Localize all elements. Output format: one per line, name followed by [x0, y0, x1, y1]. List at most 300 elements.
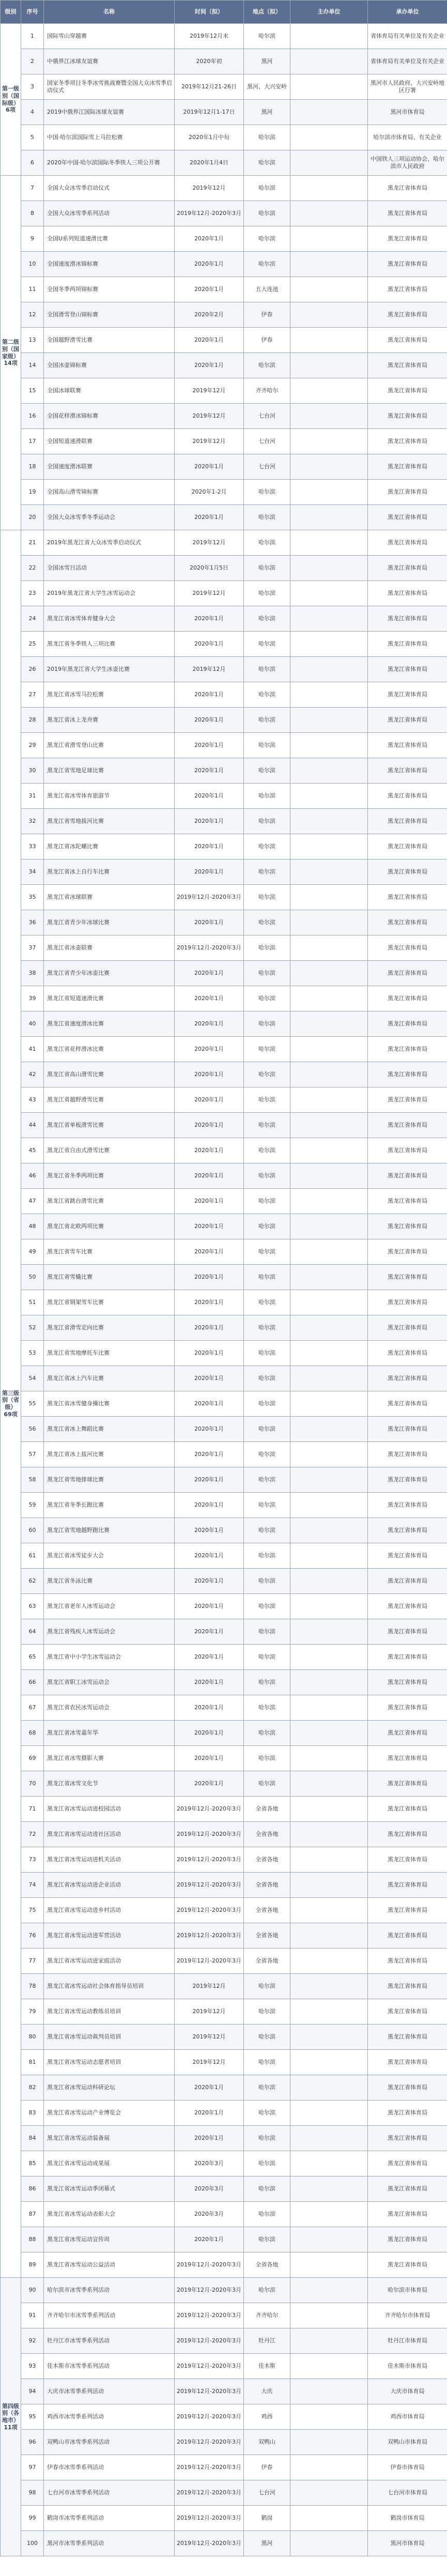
cell-name: 黑龙江省冰雪运动教练员培训	[44, 1999, 175, 2025]
cell-time: 2020年1月	[175, 1366, 244, 1391]
cell-place: 哈尔滨	[244, 1670, 290, 1695]
cell-name: 全国冬季两项锦标赛	[44, 277, 175, 302]
cell-organizer: 鸡西市体育局	[368, 2404, 447, 2430]
cell-time: 2020年2月	[175, 302, 244, 328]
cell-host	[290, 454, 368, 480]
cell-organizer: 黑河市体育局	[368, 100, 447, 125]
cell-name: 黑龙江省滑雪定向比赛	[44, 1315, 175, 1341]
table-row	[1, 1113, 447, 1138]
cell-name: 全国越野滑雪比赛	[44, 328, 175, 353]
cell-index: 86	[21, 2176, 44, 2202]
cell-name: 黑龙江省冰雪体育旅游节	[44, 784, 175, 809]
tier-label: 第四级别（各地市）11项	[1, 2278, 21, 2556]
header-organizer: 承办单位	[368, 1, 447, 24]
cell-name: 全国大众冰雪季冬季运动会	[44, 505, 175, 530]
cell-organizer: 黑龙江省体育局	[368, 1847, 447, 1873]
cell-name: 黑龙江省冰雪运动进家庭活动	[44, 1949, 175, 1974]
cell-time: 2019年12月-2020年3月	[175, 1847, 244, 1873]
cell-place: 黑河	[244, 49, 290, 74]
table-row	[1, 2227, 447, 2252]
cell-place: 哈尔滨	[244, 1011, 290, 1037]
table-row	[1, 1214, 447, 1239]
cell-name: 黑龙江省冰雪运动进企业活动	[44, 1873, 175, 1898]
table-row	[1, 404, 447, 429]
cell-name: 全国冰球联赛	[44, 378, 175, 404]
cell-place: 全省各地	[244, 1797, 290, 1822]
cell-name: 鹤岗市冰雪季系列活动	[44, 2506, 175, 2531]
cell-host	[290, 74, 368, 100]
cell-time: 2020年初	[175, 49, 244, 74]
cell-time: 2020年1-2月	[175, 480, 244, 505]
cell-host	[290, 1341, 368, 1366]
cell-time: 2020年1月	[175, 277, 244, 302]
cell-organizer: 黑龙江省体育局	[368, 733, 447, 758]
cell-organizer: 中国铁人三项运动协会、哈尔滨市人民政府	[368, 150, 447, 176]
cell-time: 2019年12月-2020年3月	[175, 2303, 244, 2328]
cell-index: 99	[21, 2506, 44, 2531]
cell-host	[290, 1949, 368, 1974]
cell-name: 黑龙江省雪地排球比赛	[44, 1467, 175, 1493]
cell-organizer: 黑龙江省体育局	[368, 1569, 447, 1594]
cell-place: 全省各地	[244, 1923, 290, 1949]
table-row	[1, 1771, 447, 1797]
table-row	[1, 986, 447, 1011]
cell-organizer: 黑龙江省体育局	[368, 708, 447, 733]
cell-index: 13	[21, 328, 44, 353]
cell-name: 黑龙江省冰雪运动宣传周	[44, 2227, 175, 2252]
cell-index: 60	[21, 1518, 44, 1543]
cell-time: 2020年1月	[175, 1138, 244, 1163]
cell-host	[290, 1543, 368, 1569]
table-row	[1, 2126, 447, 2151]
cell-index: 90	[21, 2278, 44, 2303]
cell-name: 全国短道速滑联赛	[44, 429, 175, 454]
cell-place: 哈尔滨	[244, 784, 290, 809]
cell-place: 哈尔滨	[244, 2050, 290, 2075]
cell-organizer: 黑龙江省体育局	[368, 1341, 447, 1366]
cell-name: 黑龙江省冰雪运动进军营活动	[44, 1923, 175, 1949]
cell-time: 2020年1月4日	[175, 150, 244, 176]
cell-host	[290, 682, 368, 708]
cell-place: 哈尔滨	[244, 1189, 290, 1214]
cell-time: 2019年12月	[175, 2050, 244, 2075]
cell-place: 哈尔滨	[244, 1341, 290, 1366]
cell-organizer: 黑河市体育局	[368, 2531, 447, 2556]
cell-time: 2019年12月-2020年3月	[175, 1822, 244, 1847]
cell-place: 哈尔滨	[244, 606, 290, 632]
cell-host	[290, 1138, 368, 1163]
cell-name: 全国滑雪登山锦标赛	[44, 302, 175, 328]
cell-place: 伊春	[244, 328, 290, 353]
cell-time: 2020年1月	[175, 1239, 244, 1265]
cell-place: 哈尔滨	[244, 226, 290, 252]
cell-host	[290, 404, 368, 429]
cell-index: 81	[21, 2050, 44, 2075]
cell-organizer: 黑龙江省体育局	[368, 1442, 447, 1467]
cell-organizer: 黑龙江省体育局	[368, 2050, 447, 2075]
cell-index: 57	[21, 1442, 44, 1467]
cell-place: 哈尔滨	[244, 1138, 290, 1163]
cell-place: 全省各地	[244, 1847, 290, 1873]
cell-host	[290, 1670, 368, 1695]
cell-organizer: 黑龙江省体育局	[368, 1087, 447, 1113]
table-row	[1, 1290, 447, 1315]
table-row	[1, 1645, 447, 1670]
cell-host	[290, 125, 368, 150]
cell-time: 2020年1月	[175, 682, 244, 708]
table-row	[1, 784, 447, 809]
cell-organizer: 黑龙江省体育局	[368, 860, 447, 885]
cell-index: 44	[21, 1113, 44, 1138]
cell-place: 哈尔滨	[244, 1543, 290, 1569]
table-row	[1, 429, 447, 454]
cell-organizer: 黑龙江省体育局	[368, 1518, 447, 1543]
table-row	[1, 1442, 447, 1467]
cell-index: 64	[21, 1619, 44, 1645]
cell-index: 16	[21, 404, 44, 429]
cell-name: 黑龙江省冰上拔河比赛	[44, 1442, 175, 1467]
table-row	[1, 2430, 447, 2455]
cell-host	[290, 1113, 368, 1138]
table-row	[1, 1746, 447, 1771]
cell-place: 哈尔滨	[244, 1467, 290, 1493]
cell-index: 20	[21, 505, 44, 530]
cell-host	[290, 2506, 368, 2531]
cell-organizer: 黑龙江省体育局	[368, 277, 447, 302]
table-row	[1, 682, 447, 708]
cell-host	[290, 733, 368, 758]
cell-organizer: 黑龙江省体育局	[368, 1999, 447, 2025]
cell-place: 哈尔滨	[244, 1037, 290, 1062]
cell-host	[290, 860, 368, 885]
cell-name: 黑龙江省冰雪马拉松赛	[44, 682, 175, 708]
cell-name: 全国冰壶锦标赛	[44, 353, 175, 378]
cell-index: 2	[21, 49, 44, 74]
cell-place: 双鸭山	[244, 2430, 290, 2455]
cell-time: 2020年1月	[175, 1594, 244, 1619]
cell-index: 92	[21, 2328, 44, 2354]
table-row	[1, 2151, 447, 2176]
cell-name: 黑龙江省雪地摩托车比赛	[44, 1341, 175, 1366]
cell-host	[290, 2025, 368, 2050]
cell-place: 哈尔滨	[244, 961, 290, 986]
header-time: 时间（拟）	[175, 1, 244, 24]
cell-host	[290, 784, 368, 809]
cell-host	[290, 2151, 368, 2176]
cell-time: 2020年1月	[175, 328, 244, 353]
cell-place: 伊春	[244, 302, 290, 328]
cell-host	[290, 2126, 368, 2151]
cell-index: 34	[21, 860, 44, 885]
cell-host	[290, 632, 368, 657]
cell-host	[290, 1721, 368, 1746]
cell-index: 66	[21, 1670, 44, 1695]
cell-host	[290, 936, 368, 961]
table-row	[1, 834, 447, 860]
cell-name: 黑龙江省高山滑雪比赛	[44, 1062, 175, 1087]
cell-organizer: 黑龙江省体育局	[368, 682, 447, 708]
cell-organizer: 黑龙江省体育局	[368, 1898, 447, 1923]
table-row	[1, 2252, 447, 2278]
cell-index: 51	[21, 1290, 44, 1315]
cell-organizer: 大庆市体育局	[368, 2379, 447, 2404]
cell-name: 伊春市冰雪季系列活动	[44, 2455, 175, 2480]
cell-place: 佳木斯	[244, 2354, 290, 2379]
cell-place: 哈尔滨	[244, 150, 290, 176]
cell-place: 哈尔滨	[244, 201, 290, 226]
table-row	[1, 1518, 447, 1543]
cell-place: 哈尔滨	[244, 1315, 290, 1341]
cell-organizer: 黑龙江省体育局	[368, 1594, 447, 1619]
cell-organizer: 黑龙江省体育局	[368, 581, 447, 606]
cell-index: 67	[21, 1695, 44, 1721]
cell-name: 黑龙江省北欧两项比赛	[44, 1214, 175, 1239]
cell-host	[290, 1771, 368, 1797]
cell-index: 11	[21, 277, 44, 302]
cell-organizer: 黑龙江省体育局	[368, 834, 447, 860]
cell-time: 2019年12月1-17日	[175, 100, 244, 125]
cell-host	[290, 252, 368, 277]
cell-time: 2019年12月	[175, 1974, 244, 1999]
cell-time: 2020年1月	[175, 1569, 244, 1594]
cell-index: 56	[21, 1417, 44, 1442]
cell-organizer: 佳木斯市体育局	[368, 2354, 447, 2379]
table-row	[1, 125, 447, 150]
cell-place: 全省各地	[244, 1822, 290, 1847]
cell-place: 哈尔滨	[244, 1062, 290, 1087]
cell-time: 2020年1月	[175, 2100, 244, 2126]
table-row	[1, 277, 447, 302]
cell-host	[290, 1037, 368, 1062]
cell-index: 71	[21, 1797, 44, 1822]
cell-organizer: 黑龙江省体育局	[368, 1062, 447, 1087]
cell-organizer: 黑龙江省体育局	[368, 226, 447, 252]
cell-index: 24	[21, 606, 44, 632]
cell-organizer: 牡丹江市体育局	[368, 2328, 447, 2354]
table-row	[1, 226, 447, 252]
cell-organizer: 黑龙江省体育局	[368, 1923, 447, 1949]
table-row	[1, 1239, 447, 1265]
table-row	[1, 74, 447, 100]
cell-organizer: 黑龙江省体育局	[368, 1189, 447, 1214]
cell-time: 2019年12月	[175, 176, 244, 201]
cell-name: 黑龙江省冰雪运动装备展	[44, 2126, 175, 2151]
cell-time: 2019年12月-2020年3月	[175, 2354, 244, 2379]
cell-index: 31	[21, 784, 44, 809]
cell-place: 七台河	[244, 2480, 290, 2506]
table-row	[1, 1949, 447, 1974]
cell-name: 黑龙江省冰雪嘉年华	[44, 1721, 175, 1746]
cell-organizer: 省体育局有关单位及有关企业	[368, 24, 447, 49]
table-row	[1, 1391, 447, 1417]
cell-index: 85	[21, 2151, 44, 2176]
cell-name: 黑龙江省冬季两项比赛	[44, 1163, 175, 1189]
cell-index: 37	[21, 936, 44, 961]
cell-index: 17	[21, 429, 44, 454]
cell-index: 52	[21, 1315, 44, 1341]
cell-index: 45	[21, 1138, 44, 1163]
cell-index: 48	[21, 1214, 44, 1239]
cell-host	[290, 2050, 368, 2075]
cell-organizer: 黑龙江省体育局	[368, 2252, 447, 2278]
table-row	[1, 176, 447, 201]
cell-place: 哈尔滨	[244, 1771, 290, 1797]
cell-place: 哈尔滨	[244, 936, 290, 961]
cell-organizer: 黑龙江省体育局	[368, 1974, 447, 1999]
cell-organizer: 黑龙江省体育局	[368, 1543, 447, 1569]
cell-index: 36	[21, 910, 44, 936]
cell-name: 黑龙江省短道速滑比赛	[44, 986, 175, 1011]
cell-time: 2020年1月	[175, 834, 244, 860]
table-row	[1, 2303, 447, 2328]
header-place: 地点（拟）	[244, 1, 290, 24]
cell-index: 74	[21, 1873, 44, 1898]
cell-name: 黑龙江省冰雪运动季闭幕式	[44, 2176, 175, 2202]
cell-organizer: 黑河市人民政府、大兴安岭地区行署	[368, 74, 447, 100]
cell-name: 黑龙江省冰雪运动成果展	[44, 2151, 175, 2176]
cell-name: 黑龙江省冰球联赛	[44, 885, 175, 910]
cell-host	[290, 328, 368, 353]
cell-name: 黑龙江省冰陀螺比赛	[44, 834, 175, 860]
cell-host	[290, 1873, 368, 1898]
cell-organizer: 黑龙江省体育局	[368, 1493, 447, 1518]
cell-organizer: 黑龙江省体育局	[368, 454, 447, 480]
cell-organizer: 黑龙江省体育局	[368, 1746, 447, 1771]
cell-name: 黑龙江省花样滑冰比赛	[44, 1037, 175, 1062]
cell-place: 哈尔滨	[244, 834, 290, 860]
table-row	[1, 1037, 447, 1062]
table-row	[1, 49, 447, 74]
cell-name: 2019年黑龙江省大学生冰壶比赛	[44, 657, 175, 682]
cell-name: 黑龙江省残疾人冰雪运动会	[44, 1619, 175, 1645]
cell-time: 2020年1月	[175, 1442, 244, 1467]
cell-name: 全国速度滑冰锦标赛	[44, 252, 175, 277]
cell-organizer: 黑龙江省体育局	[368, 1619, 447, 1645]
cell-host	[290, 2379, 368, 2404]
cell-host	[290, 986, 368, 1011]
cell-name: 黑龙江省冰雪文化节	[44, 1771, 175, 1797]
cell-index: 77	[21, 1949, 44, 1974]
cell-time: 2019年12月-2020年3月	[175, 2404, 244, 2430]
cell-organizer: 黑龙江省体育局	[368, 328, 447, 353]
cell-time: 2019年12月21-26日	[175, 74, 244, 100]
cell-organizer: 黑龙江省体育局	[368, 2100, 447, 2126]
cell-place: 哈尔滨	[244, 556, 290, 581]
cell-place: 哈尔滨	[244, 1163, 290, 1189]
table-row	[1, 2100, 447, 2126]
cell-place: 哈尔滨	[244, 24, 290, 49]
cell-time: 2020年1月	[175, 1290, 244, 1315]
cell-place: 全省各地	[244, 1873, 290, 1898]
cell-index: 91	[21, 2303, 44, 2328]
cell-organizer: 黑龙江省体育局	[368, 1873, 447, 1898]
cell-organizer: 双鸭山市体育局	[368, 2430, 447, 2455]
table-row	[1, 1974, 447, 1999]
cell-place: 哈尔滨	[244, 480, 290, 505]
cell-host	[290, 606, 368, 632]
cell-host	[290, 480, 368, 505]
cell-name: 七台河市冰雪季系列活动	[44, 2480, 175, 2506]
cell-host	[290, 1822, 368, 1847]
cell-index: 95	[21, 2404, 44, 2430]
cell-time: 2019年12月	[175, 530, 244, 556]
cell-index: 43	[21, 1087, 44, 1113]
table-row	[1, 2075, 447, 2100]
cell-time: 2020年1月	[175, 910, 244, 936]
cell-name: 黑龙江省职工冰雪运动会	[44, 1670, 175, 1695]
cell-time: 2020年3月	[175, 2151, 244, 2176]
cell-time: 2020年3月	[175, 2202, 244, 2227]
cell-name: 黑龙江省雪地越野跑比赛	[44, 1518, 175, 1543]
table-row	[1, 809, 447, 834]
cell-time: 2019年12月	[175, 1999, 244, 2025]
cell-index: 54	[21, 1366, 44, 1391]
cell-name: 全国大众冰雪季启动仪式	[44, 176, 175, 201]
cell-index: 96	[21, 2430, 44, 2455]
cell-name: 黑龙江省单板滑雪比赛	[44, 1113, 175, 1138]
table-row	[1, 1999, 447, 2025]
cell-time: 2020年1月	[175, 708, 244, 733]
cell-time: 2020年1月5日	[175, 556, 244, 581]
cell-host	[290, 1923, 368, 1949]
cell-organizer: 黑龙江省体育局	[368, 961, 447, 986]
cell-index: 40	[21, 1011, 44, 1037]
tier-label: 第二级别（国家级）14项	[1, 176, 21, 530]
cell-place: 哈尔滨	[244, 1721, 290, 1746]
cell-time: 2019年12月-2020年3月	[175, 1923, 244, 1949]
cell-time: 2020年1月	[175, 1265, 244, 1290]
cell-time: 2019年12月	[175, 657, 244, 682]
cell-time: 2019年12月-2020年3月	[175, 2480, 244, 2506]
cell-name: 黑龙江省冰雪摄影大赛	[44, 1746, 175, 1771]
cell-place: 七台河	[244, 454, 290, 480]
cell-index: 35	[21, 885, 44, 910]
cell-index: 26	[21, 657, 44, 682]
table-header-row	[1, 1, 447, 24]
cell-organizer: 黑龙江省体育局	[368, 1037, 447, 1062]
cell-name: 黑龙江省冰雪运动社会体育指导员培训	[44, 1974, 175, 1999]
cell-host	[290, 49, 368, 74]
cell-place: 哈尔滨	[244, 1290, 290, 1315]
cell-index: 46	[21, 1163, 44, 1189]
table-row	[1, 252, 447, 277]
cell-place: 哈尔滨	[244, 176, 290, 201]
cell-time: 2020年1月	[175, 1721, 244, 1746]
cell-place: 哈尔滨	[244, 733, 290, 758]
cell-host	[290, 530, 368, 556]
cell-organizer: 哈尔滨市体育局、有关企业	[368, 125, 447, 150]
cell-name: 黑龙江省自由式滑雪比赛	[44, 1138, 175, 1163]
cell-place: 全省各地	[244, 1949, 290, 1974]
cell-organizer: 黑龙江省体育局	[368, 1239, 447, 1265]
cell-organizer: 黑龙江省体育局	[368, 1315, 447, 1341]
cell-host	[290, 834, 368, 860]
cell-place: 五大连池	[244, 277, 290, 302]
cell-host	[290, 2430, 368, 2455]
cell-index: 23	[21, 581, 44, 606]
table-row	[1, 1062, 447, 1087]
table-row	[1, 1898, 447, 1923]
cell-organizer: 黑龙江省体育局	[368, 2151, 447, 2176]
table-row	[1, 2379, 447, 2404]
cell-place: 哈尔滨	[244, 910, 290, 936]
cell-host	[290, 1163, 368, 1189]
cell-place: 哈尔滨	[244, 125, 290, 150]
cell-index: 65	[21, 1645, 44, 1670]
cell-organizer: 黑龙江省体育局	[368, 606, 447, 632]
table-row	[1, 1847, 447, 1873]
cell-index: 76	[21, 1923, 44, 1949]
